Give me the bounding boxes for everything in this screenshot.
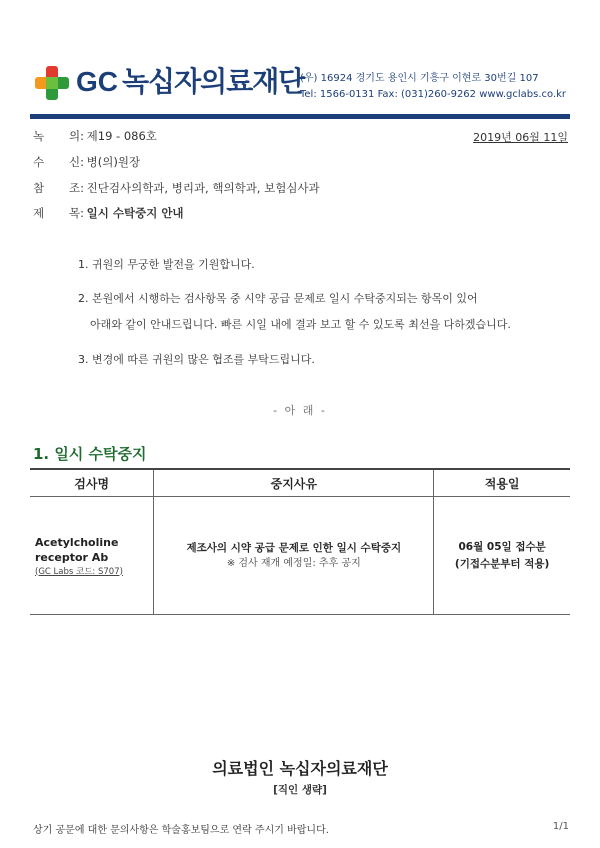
test-code: (GC Labs 코드: S707)	[35, 566, 123, 577]
reference-line: 참 조: 진단검사의학과, 병리과, 핵의학과, 보험심사과	[33, 181, 320, 195]
cell-apply-date: 06월 05일 접수분 (기접수분부터 적용)	[434, 497, 570, 615]
address-line: (우) 16924 경기도 용인시 기흥구 이현로 30번길 107	[300, 73, 539, 84]
cell-test-name	[30, 497, 154, 615]
table-header-row	[30, 469, 570, 497]
address-block	[300, 71, 566, 103]
table-row	[30, 497, 570, 615]
header-test-name: 검사명	[30, 469, 154, 497]
doc-date: 2019년 06월 11일	[473, 131, 568, 144]
seal-note: [직인 생략]	[273, 784, 327, 796]
paragraph-1: 1. 귀원의 무궁한 발전을 기원합니다.	[78, 258, 255, 271]
logo-cross-icon	[33, 64, 71, 102]
logo-text: GC 녹십자의료재단	[76, 65, 305, 98]
reason-sub: ※ 검사 재개 예정일: 추후 공지	[226, 557, 361, 569]
reason-main: 제조사의 시약 공급 문제로 인한 일시 수탁중지	[186, 541, 402, 554]
cell-reason	[154, 497, 434, 615]
contact-line: Tel: 1566-0131 Fax: (031)260-9262 www.gclabs.co.kr	[300, 89, 567, 100]
contact-note: 상기 공문에 대한 문의사항은 학술홍보팀으로 연락 주시기 바랍니다.	[33, 825, 329, 836]
below-note: - 아 래 -	[273, 404, 327, 417]
organization-name: 의료법인 녹십자의료재단	[212, 759, 388, 778]
header-apply-date: 적용일	[434, 469, 570, 497]
paragraph-3: 3. 변경에 따른 귀원의 많은 협조를 부탁드립니다.	[78, 353, 315, 366]
header-rule	[30, 114, 570, 119]
subject-line: 제 목: 일시 수탁중지 안내	[33, 206, 184, 220]
paragraph-2-line-2: 아래와 같이 안내드립니다. 빠른 시일 내에 결과 보고 할 수 있도록 최선을 다하겠습니다.	[90, 318, 511, 331]
doc-number-line: 녹 의: 제19 - 086호	[33, 129, 157, 143]
page-number: 1/1	[552, 821, 569, 832]
suspension-table	[30, 468, 570, 615]
paragraph-2-line-1: 2. 본원에서 시행하는 검사항목 중 시약 공급 문제로 일시 수탁중지되는 항목이 있어	[78, 292, 478, 305]
section-title: 1. 일시 수탁중지	[33, 445, 147, 463]
header-reason: 중지사유	[154, 469, 434, 497]
recipient-line: 수 신: 병(의)원장	[33, 155, 141, 169]
test-name: Acetylcholine receptor Ab	[35, 535, 119, 564]
